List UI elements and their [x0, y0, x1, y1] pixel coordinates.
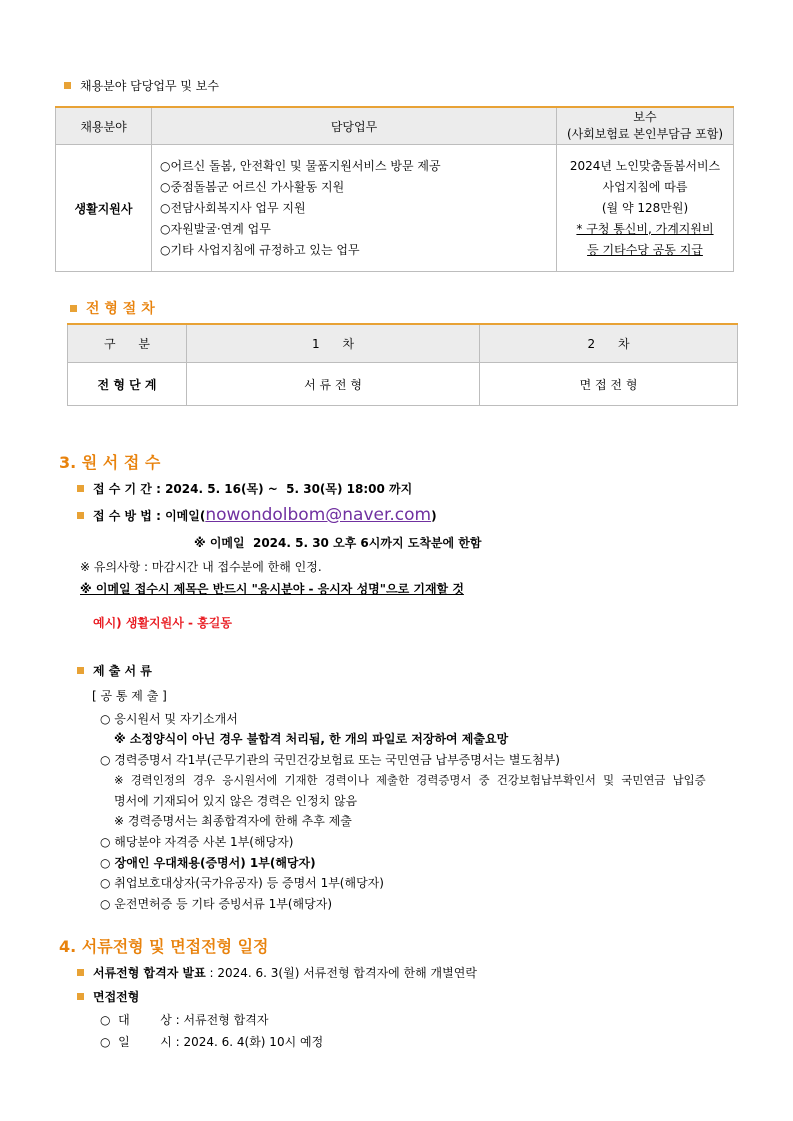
- recruit-table: [55, 106, 734, 272]
- duties-cell: [152, 145, 557, 272]
- doc-item: ○ 응시원서 및 자기소개서: [100, 712, 238, 726]
- duty-item: ○어르신 돌봄, 안전확인 및 물품지원서비스 방문 제공: [160, 158, 441, 173]
- duty-item: ○자원발굴·연계 업무: [160, 221, 271, 236]
- process-table-header: [68, 324, 738, 363]
- duty-item: ○전담사회복지사 업무 지원: [160, 200, 306, 215]
- docs-subheading: [ 공 통 제 출 ]: [92, 689, 167, 703]
- doc-item: ○ 장애인 우대채용(증명서) 1부(해당자): [100, 856, 316, 870]
- section4-title: 4. 서류전형 및 면접전형 일정: [59, 937, 269, 956]
- header-pay-label: 보수: [633, 110, 657, 124]
- pay-line: (월 약 128만원): [601, 200, 689, 215]
- method-label: 접 수 방 법 :: [93, 509, 161, 523]
- recruit-section-heading: [64, 77, 219, 94]
- interview-heading: [77, 988, 139, 1005]
- square-bullet-icon: [77, 993, 84, 1000]
- pass-announce-label: 서류전형 합격자 발표: [93, 966, 206, 980]
- method-value: 이메일(: [165, 509, 206, 523]
- duty-item: ○기타 사업지침에 규정하고 있는 업무: [160, 242, 360, 257]
- example-line: 예시) 생활지원사 - 홍길동: [93, 616, 232, 630]
- stage-round-2: 면 접 전 형: [480, 363, 738, 406]
- header-duties: 담당업무: [152, 107, 557, 145]
- doc-item: ○ 해당분야 자격증 사본 1부(해당자): [100, 835, 294, 849]
- pass-announce-line: [77, 964, 477, 981]
- header-round-2: 2 차: [480, 324, 738, 363]
- pay-line: * 구청 통신비, 가계지원비: [576, 221, 714, 236]
- process-table-row: [68, 363, 738, 406]
- note-caution: ※ 유의사항 : 마감시간 내 접수분에 한해 인정.: [80, 560, 322, 574]
- deadline-note: ※ 이메일 2024. 5. 30 오후 6시까지 도착분에 한함: [194, 536, 482, 550]
- period-value: 2024. 5. 16(목) ~ 5. 30(목) 18:00 까지: [165, 482, 413, 496]
- email-link[interactable]: nowondolbom@naver.com: [205, 505, 432, 525]
- pay-line: 2024년 노인맞춤돌봄서비스: [569, 158, 721, 173]
- header-pay: [557, 107, 734, 145]
- square-bullet-icon: [77, 485, 84, 492]
- interview-target: ○ 대 상 : 서류전형 합격자: [100, 1013, 269, 1027]
- square-bullet-icon: [64, 82, 71, 89]
- period-label: 접 수 기 간 :: [93, 482, 161, 496]
- doc-item: ○ 운전면허증 등 기타 증빙서류 1부(해당자): [100, 897, 333, 911]
- method-close: ): [431, 509, 437, 523]
- doc-note: ※ 경력인정의 경우 응시원서에 기재한 경력이나 제출한 경력증명서 중 건강보험납부확인서 및 국민연금 납입증: [114, 773, 706, 787]
- recruit-section-title: 채용분야 담당업무 및 보수: [80, 79, 219, 93]
- pay-cell: [557, 145, 734, 272]
- stage-label: 전 형 단 계: [68, 363, 187, 406]
- docs-title: 제 출 서 류: [93, 664, 152, 678]
- recruit-table-row: [56, 145, 734, 272]
- field-cell: 생활지원사: [56, 145, 152, 272]
- doc-note: ※ 경력증명서는 최종합격자에 한해 추후 제출: [114, 814, 352, 828]
- pass-announce-value: : 2024. 6. 3(월) 서류전형 합격자에 한해 개별연락: [205, 966, 477, 980]
- header-field: 채용분야: [56, 107, 152, 145]
- process-section-heading: [70, 298, 155, 318]
- square-bullet-icon: [77, 667, 84, 674]
- docs-heading: [77, 662, 152, 679]
- square-bullet-icon: [77, 512, 84, 519]
- header-pay-sub: (사회보험료 본인부담금 포함): [566, 127, 724, 141]
- note-subject-format: ※ 이메일 접수시 제목은 반드시 "응시분야 - 응시자 성명"으로 기재할 것: [80, 582, 464, 596]
- doc-note: ※ 소정양식이 아닌 경우 불합격 처리됨, 한 개의 파일로 저장하여 제출요망: [114, 732, 509, 746]
- period-line: [77, 480, 412, 497]
- section3-title: 3. 원 서 접 수: [59, 453, 161, 472]
- duty-item: ○중점돌봄군 어르신 가사활동 지원: [160, 179, 345, 194]
- doc-item: ○ 경력증명서 각1부(근무기관의 국민건강보험료 또는 국민연금 납부증명서는 별도첨부): [100, 753, 560, 767]
- doc-note-cont: 명서에 기재되어 있지 않은 경력은 인정치 않음: [114, 794, 358, 808]
- process-table: [67, 323, 738, 406]
- square-bullet-icon: [70, 305, 77, 312]
- pay-line: 등 기타수당 공동 지급: [587, 242, 703, 257]
- square-bullet-icon: [77, 969, 84, 976]
- doc-item: ○ 취업보호대상자(국가유공자) 등 증명서 1부(해당자): [100, 876, 384, 890]
- method-line: [77, 505, 437, 525]
- header-round-1: 1 차: [187, 324, 480, 363]
- pay-line: 사업지침에 따름: [602, 179, 688, 194]
- interview-label: 면접전형: [93, 990, 140, 1004]
- stage-round-1: 서 류 전 형: [187, 363, 480, 406]
- header-category: 구 분: [68, 324, 187, 363]
- interview-date: ○ 일 시 : 2024. 6. 4(화) 10시 예정: [100, 1035, 324, 1049]
- process-section-title: 전 형 절 차: [86, 301, 155, 317]
- recruit-table-header: [56, 107, 734, 145]
